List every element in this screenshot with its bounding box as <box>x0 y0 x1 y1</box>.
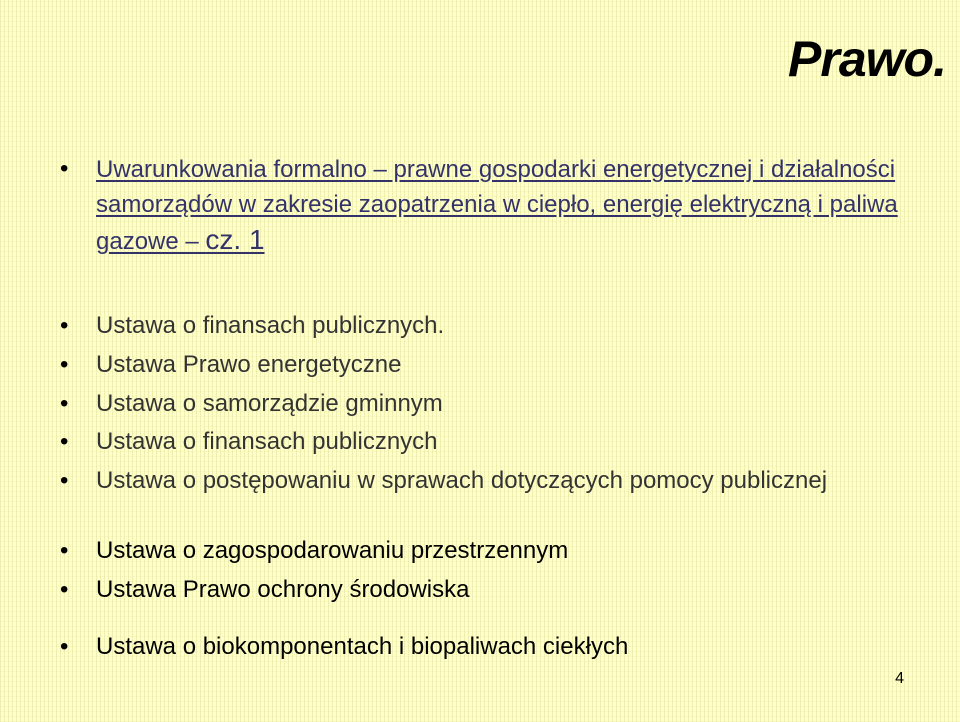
list-item <box>60 309 940 343</box>
bullet-icon: • <box>60 155 69 182</box>
document-link[interactable] <box>96 152 940 259</box>
list-item <box>60 464 860 498</box>
list-item-link <box>60 152 940 259</box>
bullet-icon: • <box>60 428 69 455</box>
bullet-icon: • <box>60 467 69 494</box>
bullet-icon: • <box>60 312 69 339</box>
list-item <box>60 630 940 664</box>
list-item-text: Ustawa o finansach publicznych <box>96 428 438 455</box>
list-item-text: Ustawa o biokomponentach i biopaliwach ciekłych <box>96 633 629 660</box>
bullet-icon: • <box>60 351 69 378</box>
page-number: 4 <box>895 670 904 687</box>
list-item <box>60 573 940 607</box>
bullet-icon: • <box>60 537 69 564</box>
list-item-text: Ustawa o finansach publicznych. <box>96 312 445 339</box>
bullet-icon: • <box>60 576 69 603</box>
list-item-text: Ustawa o zagospodarowaniu przestrzennym <box>96 537 569 564</box>
slide-title: Prawo. <box>788 31 946 87</box>
bullet-icon: • <box>60 633 69 660</box>
list-item-text: Ustawa Prawo ochrony środowiska <box>96 576 470 603</box>
list-item <box>60 348 940 382</box>
list-item-text: Ustawa o samorządzie gminnym <box>96 390 443 417</box>
document-link-suffix[interactable]: cz. 1 <box>205 224 265 255</box>
list-item <box>60 534 940 568</box>
list-item <box>60 425 940 459</box>
list-item-text: Ustawa Prawo energetyczne <box>96 351 402 378</box>
list-item <box>60 387 940 421</box>
list-item-text: Ustawa o postępowaniu w sprawach dotyczących pomocy publicznej <box>96 467 828 494</box>
document-link-text[interactable]: Uwarunkowania formalno – prawne gospodarki energetycznej i działalności samorządów w zakresie zaopatrzenia w ciepło, energię elektryczną i paliwa gazowe – <box>96 156 898 255</box>
bullet-icon: • <box>60 390 69 417</box>
